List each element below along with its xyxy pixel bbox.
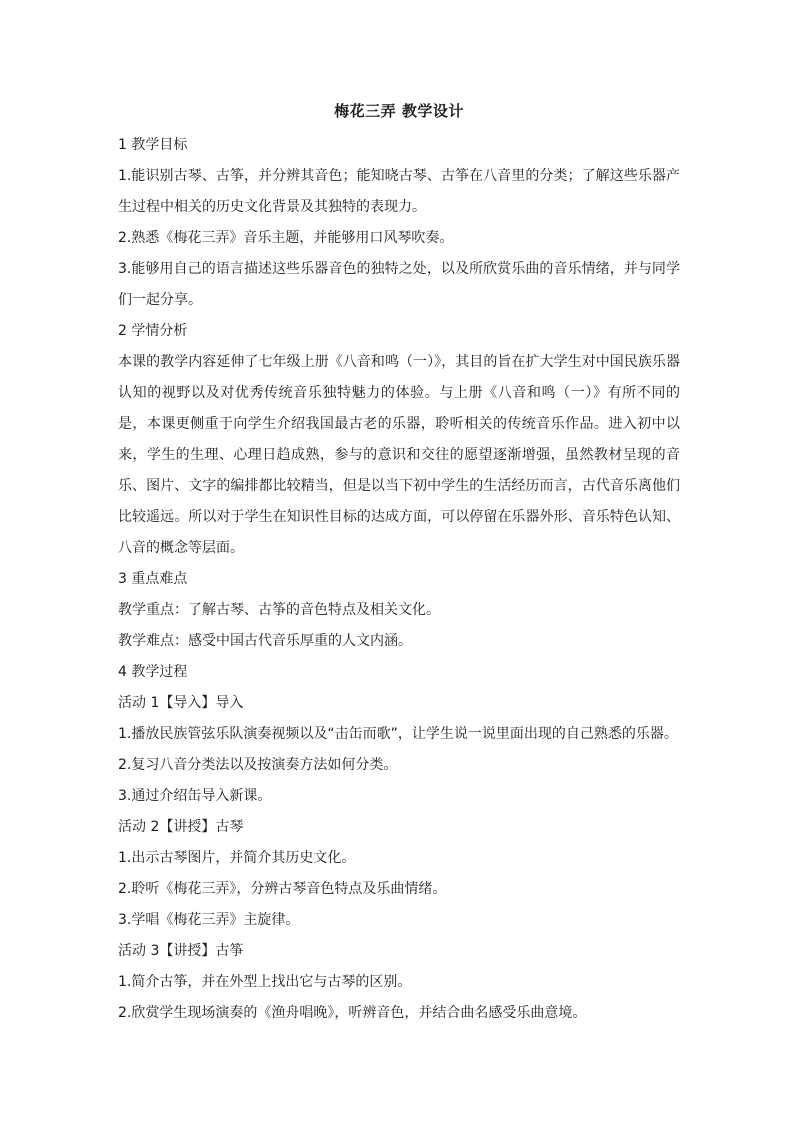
activity-3-heading: 活动 3【讲授】古筝 [118,943,244,959]
objective-paragraph-1: 1.能识别古琴、古筝，并分辨其音色；能知晓古琴、古筝在八音里的分类；了解这些乐器产生过程中相关的历史文化背景及其独特的表现力。 [118,168,680,215]
difficulty-paragraph: 教学难点：感受中国古代音乐厚重的人文内涵。 [118,633,412,649]
activity-3-step-2: 2.欣赏学生现场演奏的《渔舟唱晚》，听辨音色，并结合曲名感受乐曲意境。 [118,1005,587,1021]
section-heading-key-points: 3 重点难点 [118,571,188,587]
activity-2-step-1: 1.出示古琴图片，并简介其历史文化。 [118,850,356,866]
document-page [118,101,680,1029]
activity-1-heading: 活动 1【导入】导入 [118,695,244,711]
section-heading-process: 4 教学过程 [118,664,188,680]
analysis-paragraph: 本课的教学内容延伸了七年级上册《八音和鸣（一）》，其目的旨在扩大学生对中国民族乐器认知的视野以及对优秀传统音乐独特魅力的体验。与上册《八音和鸣（一）》有所不同的是，本课更侧重于向学生介绍我国最古老的乐器，聆听相关的传统音乐作品。进入初中以来，学生的生理、心理日趋成熟，参与的意识和交往的愿望逐渐增强，虽然教材呈现的音乐、图片、文字的编排都比较精当，但是以当下初中学生的生活经历而言，古代音乐离他们比较遥远。所以对于学生在知识性目标的达成方面，可以停留在乐器外形、音乐特色认知、八音的概念等层面。 [118,354,680,556]
key-point-paragraph: 教学重点：了解古琴、古筝的音色特点及相关文化。 [118,602,440,618]
activity-1-step-3: 3.通过介绍缶导入新课。 [118,788,272,804]
objective-paragraph-2: 2.熟悉《梅花三弄》音乐主题，并能够用口风琴吹奏。 [118,230,454,246]
activity-2-step-3: 3.学唱《梅花三弄》主旋律。 [118,912,300,928]
section-heading-objectives: 1 教学目标 [118,137,188,153]
objective-paragraph-3: 3.能够用自己的语言描述这些乐器音色的独特之处，以及所欣赏乐曲的音乐情绪，并与同学们一起分享。 [118,261,680,308]
activity-1-step-2: 2.复习八音分类法以及按演奏方法如何分类。 [118,757,398,773]
activity-3-step-1: 1.简介古筝，并在外型上找出它与古琴的区别。 [118,974,412,990]
activity-1-step-1: 1.播放民族管弦乐队演奏视频以及“击缶而歌”，让学生说一说里面出现的自己熟悉的乐器。 [118,726,678,742]
activity-2-step-2: 2.聆听《梅花三弄》，分辨古琴音色特点及乐曲情绪。 [118,881,447,897]
document-title: 梅花三弄 教学设计 [334,102,464,120]
activity-2-heading: 活动 2【讲授】古琴 [118,819,244,835]
section-heading-analysis: 2 学情分析 [118,323,188,339]
